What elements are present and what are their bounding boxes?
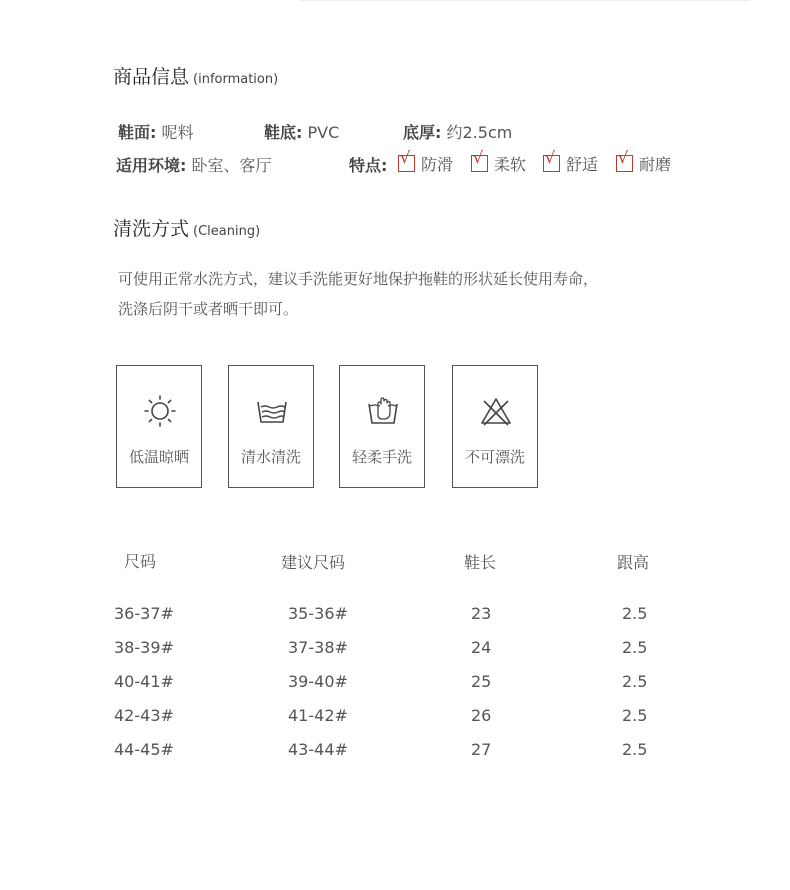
info-environment [116, 153, 272, 176]
table-cell-size: 42-43# [114, 706, 174, 725]
table-cell-length: 25 [471, 672, 492, 691]
table-cell-suggested-size: 41-42# [288, 706, 348, 725]
thickness-value: 约2.5cm [446, 123, 513, 142]
info-sole [264, 120, 339, 143]
table-cell-length: 23 [471, 604, 492, 623]
info-section-title [113, 62, 278, 89]
table-cell-size: 36-37# [114, 604, 174, 623]
wash-water-icon [255, 394, 289, 428]
environment-key: 适用环境: [116, 156, 187, 175]
table-cell-suggested-size: 43-44# [288, 740, 348, 759]
info-upper [118, 120, 194, 143]
feature-label: 舒适 [566, 155, 599, 174]
upper-key: 鞋面: [118, 123, 157, 142]
table-cell-suggested-size: 35-36# [288, 604, 348, 623]
care-label: 轻柔手洗 [351, 448, 412, 466]
info-title: 商品信息 [113, 66, 190, 88]
table-header-heel-height: 跟高 [617, 553, 650, 572]
checkbox-icon: √ [616, 155, 633, 172]
care-label: 清水清洗 [240, 448, 301, 466]
feature-item [543, 148, 599, 175]
cleaning-subtitle: (Cleaning) [193, 224, 261, 239]
info-thickness [403, 120, 512, 143]
table-cell-heel: 2.5 [622, 740, 648, 759]
hand-wash-icon [366, 394, 400, 428]
table-cell-heel: 2.5 [622, 672, 648, 691]
table-cell-suggested-size: 39-40# [288, 672, 348, 691]
feature-label: 防滑 [421, 155, 454, 174]
top-divider [300, 0, 750, 1]
table-cell-size: 44-45# [114, 740, 174, 759]
sole-value: PVC [307, 123, 340, 142]
cleaning-paragraph-line-2: 洗涤后阴干或者晒干即可。 [118, 300, 299, 318]
feature-item [471, 148, 527, 175]
table-cell-heel: 2.5 [622, 638, 648, 657]
feature-label: 耐磨 [639, 155, 672, 174]
cleaning-section-title [113, 214, 260, 241]
checkbox-icon: √ [471, 155, 488, 172]
table-header-size: 尺码 [124, 552, 157, 571]
care-label: 低温晾晒 [128, 448, 189, 466]
no-bleach-icon [479, 394, 513, 428]
table-cell-size: 40-41# [114, 672, 174, 691]
cleaning-title: 清洗方式 [113, 218, 190, 240]
table-cell-heel: 2.5 [622, 706, 648, 725]
table-cell-suggested-size: 37-38# [288, 638, 348, 657]
feature-item [398, 148, 454, 175]
feature-item [616, 148, 672, 175]
info-subtitle: (information) [193, 72, 279, 87]
upper-value: 呢料 [161, 123, 194, 142]
table-header-shoe-length: 鞋长 [464, 553, 497, 572]
cleaning-paragraph-line-1: 可使用正常水洗方式，建议手洗能更好地保护拖鞋的形状延长使用寿命， [118, 270, 599, 288]
environment-value: 卧室、客厅 [191, 156, 272, 175]
table-cell-size: 38-39# [114, 638, 174, 657]
sun-icon [143, 394, 177, 428]
table-cell-heel: 2.5 [622, 604, 648, 623]
sole-key: 鞋底: [264, 123, 303, 142]
feature-label: 柔软 [494, 155, 527, 174]
checkbox-icon: √ [543, 155, 560, 172]
table-header-suggested-size: 建议尺码 [281, 553, 346, 572]
info-features-key: 特点: [349, 156, 388, 175]
table-cell-length: 26 [471, 706, 492, 725]
thickness-key: 底厚: [403, 123, 442, 142]
care-label: 不可漂洗 [464, 448, 525, 466]
care-card-clean-water [228, 365, 314, 488]
care-card-low-temp-dry [116, 365, 202, 488]
care-card-no-bleach [452, 365, 538, 488]
table-cell-length: 24 [471, 638, 492, 657]
table-cell-length: 27 [471, 740, 492, 759]
care-card-hand-wash [339, 365, 425, 488]
checkbox-icon: √ [398, 155, 415, 172]
